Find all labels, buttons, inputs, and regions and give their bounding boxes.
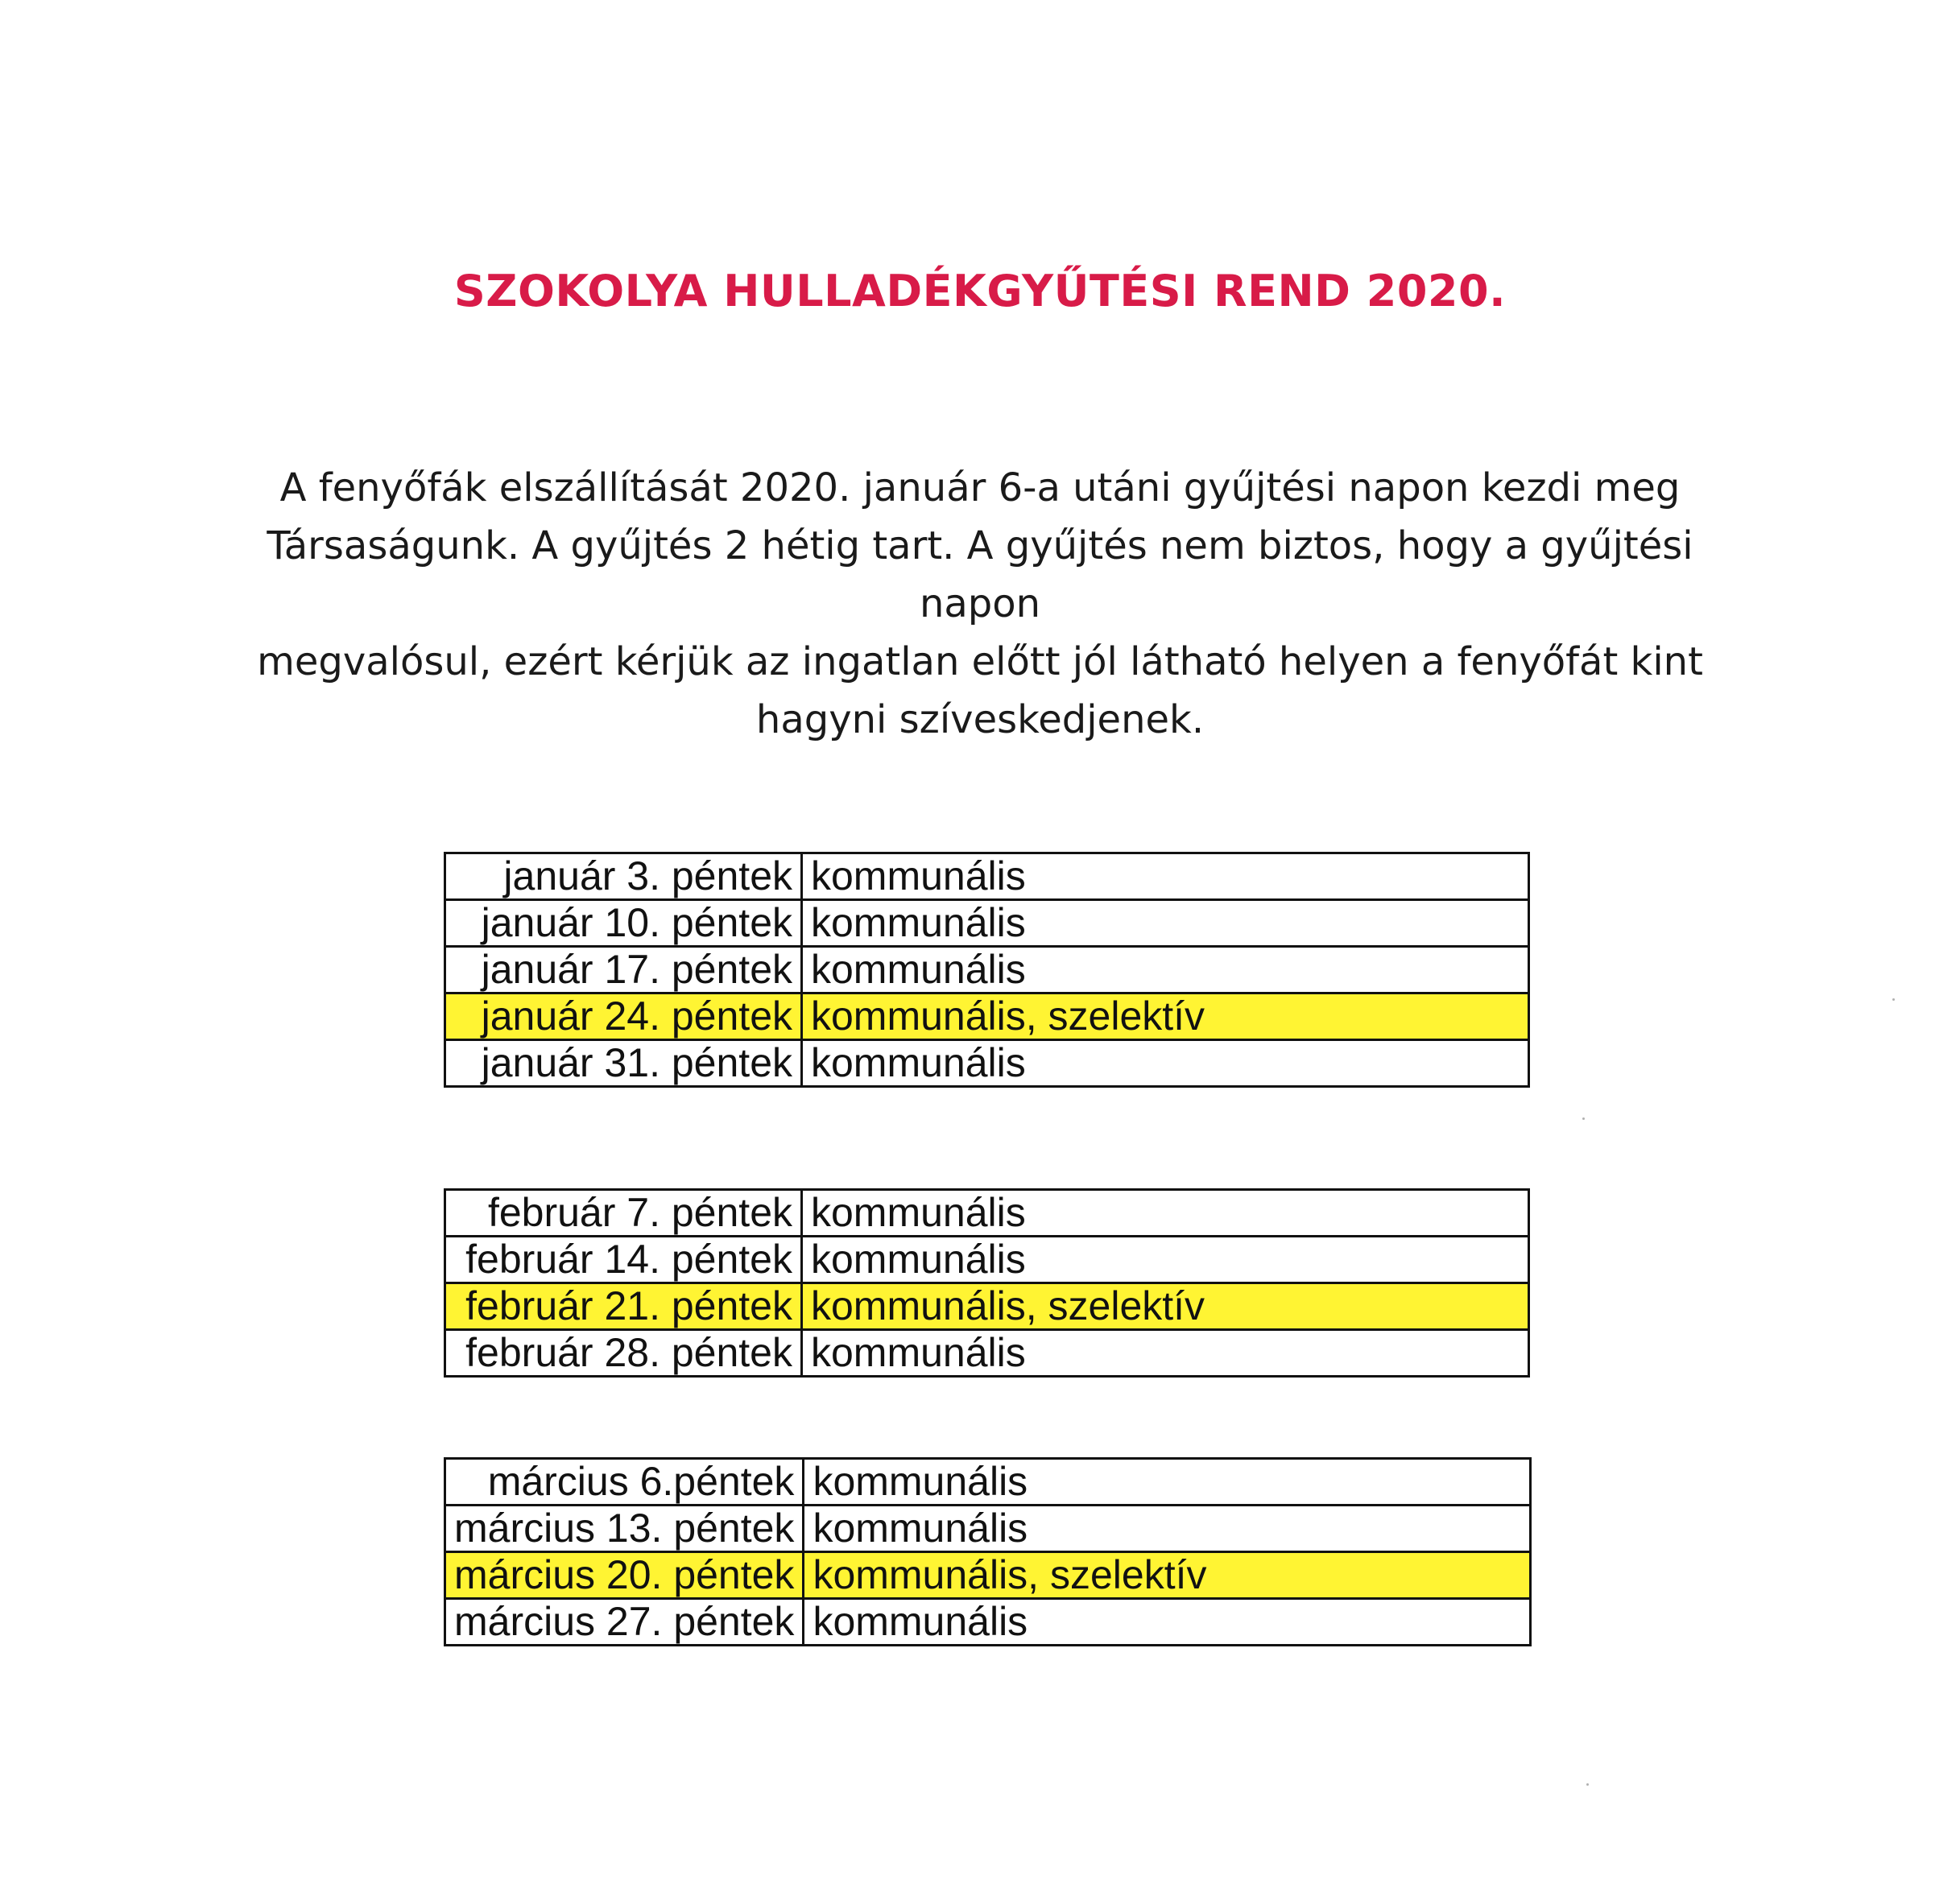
collection-date: március 27. péntek xyxy=(445,1599,804,1646)
schedule-table-january xyxy=(444,852,1530,1088)
waste-type: kommunális xyxy=(802,853,1529,900)
waste-type: kommunális, szelektív xyxy=(802,1283,1529,1330)
scan-speck xyxy=(1582,1117,1585,1120)
waste-type: kommunális xyxy=(802,947,1529,993)
waste-type: kommunális xyxy=(802,900,1529,947)
schedule-row-highlighted xyxy=(445,1552,1531,1599)
waste-type: kommunális xyxy=(802,1237,1529,1283)
notice-line: hagyni szíveskedjenek. xyxy=(755,697,1205,742)
schedule-row xyxy=(445,853,1529,900)
schedule-row xyxy=(445,1599,1531,1646)
collection-date: január 3. péntek xyxy=(445,853,802,900)
waste-type: kommunális, szelektív xyxy=(804,1552,1531,1599)
collection-date: január 31. péntek xyxy=(445,1040,802,1087)
waste-type: kommunális xyxy=(802,1190,1529,1237)
document-title: SZOKOLYA HULLADÉKGYŰTÉSI REND 2020. xyxy=(453,266,1507,316)
schedule-row-highlighted xyxy=(445,993,1529,1040)
waste-type: kommunális xyxy=(804,1459,1531,1506)
collection-date: január 10. péntek xyxy=(445,900,802,947)
schedule-row xyxy=(445,1237,1529,1283)
collection-date: január 17. péntek xyxy=(445,947,802,993)
notice-line: megvalósul, ezért kérjük az ingatlan előtt jól látható helyen a fenyőfát kint xyxy=(257,639,1703,684)
schedule-row xyxy=(445,1330,1529,1377)
schedule-table-march xyxy=(444,1457,1532,1646)
collection-date: március 6.péntek xyxy=(445,1459,804,1506)
notice-paragraph xyxy=(201,459,1759,749)
collection-date: február 28. péntek xyxy=(445,1330,802,1377)
schedule-row-highlighted xyxy=(445,1283,1529,1330)
waste-type: kommunális, szelektív xyxy=(802,993,1529,1040)
collection-date: január 24. péntek xyxy=(445,993,802,1040)
schedule-row xyxy=(445,1506,1531,1552)
schedule-row xyxy=(445,900,1529,947)
collection-date: február 14. péntek xyxy=(445,1237,802,1283)
scan-speck xyxy=(1586,1783,1589,1786)
schedule-row xyxy=(445,1459,1531,1506)
collection-date: március 20. péntek xyxy=(445,1552,804,1599)
waste-type: kommunális xyxy=(804,1506,1531,1552)
notice-line: A fenyőfák elszállítását 2020. január 6-a utáni gyűjtési napon kezdi meg xyxy=(279,465,1681,510)
schedule-table-february xyxy=(444,1188,1530,1378)
collection-date: március 13. péntek xyxy=(445,1506,804,1552)
collection-date: február 7. péntek xyxy=(445,1190,802,1237)
schedule-row xyxy=(445,1190,1529,1237)
schedule-row xyxy=(445,947,1529,993)
waste-type: kommunális xyxy=(804,1599,1531,1646)
notice-line: Társaságunk. A gyűjtés 2 hétig tart. A gyűjtés nem biztos, hogy a gyűjtési napon xyxy=(267,523,1693,626)
waste-type: kommunális xyxy=(802,1040,1529,1087)
collection-date: február 21. péntek xyxy=(445,1283,802,1330)
schedule-row xyxy=(445,1040,1529,1087)
waste-type: kommunális xyxy=(802,1330,1529,1377)
scan-speck xyxy=(1892,998,1895,1001)
